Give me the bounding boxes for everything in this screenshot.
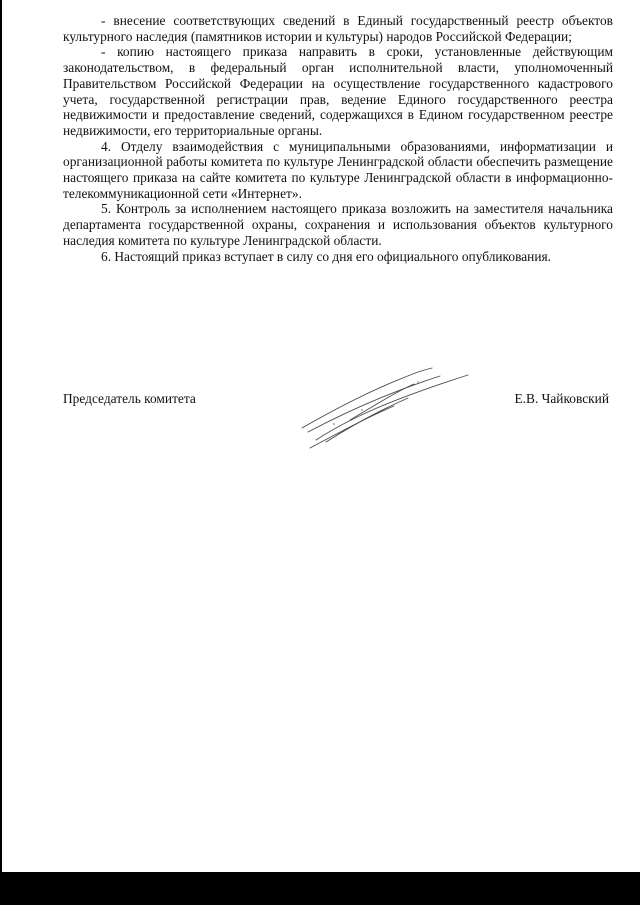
scan-bottom-band: [0, 872, 640, 905]
paragraph-send-copy: - копию настоящего приказа направить в сроки, установленные действующим законодательством, в федеральный орган исполнительной власти, уполномоченный Правительством Российской Федерации на осуществление государственного кадастрового учета, государственной регистрации прав, ведение Единого государственного реестра недвижимости и предоставление сведений, содержащихся в Едином государственном реестре недвижимости, его территориальные органы.: [63, 44, 613, 138]
scan-left-edge: [0, 0, 2, 905]
document-body: [63, 13, 613, 264]
signatory-name: Е.В. Чайковский: [514, 391, 609, 406]
paragraph-effective-date: 6. Настоящий приказ вступает в силу со дня его официального опубликования.: [101, 248, 551, 264]
signatory-title: Председатель комитета: [63, 391, 196, 406]
paragraph-control: 5. Контроль за исполнением настоящего приказа возложить на заместителя начальника департамента государственной охраны, сохранения и использования объектов культурного наследия комитета по культуре Ленинградской области.: [63, 201, 613, 248]
paragraph-publication: 4. Отделу взаимодействия с муниципальными образованиями, информатизации и организационной работы комитета по культуре Ленинградской области обеспечить размещение настоящего приказа на сайте комитета по культуре Ленинградской области в информационно-телекоммуникационной сети «Интернет».: [63, 138, 613, 201]
handwritten-signature: [290, 360, 480, 455]
paragraph-registry-entry: - внесение соответствующих сведений в Единый государственный реестр объектов культурного наследия (памятников истории и культуры) народов Российской Федерации;: [63, 13, 613, 44]
